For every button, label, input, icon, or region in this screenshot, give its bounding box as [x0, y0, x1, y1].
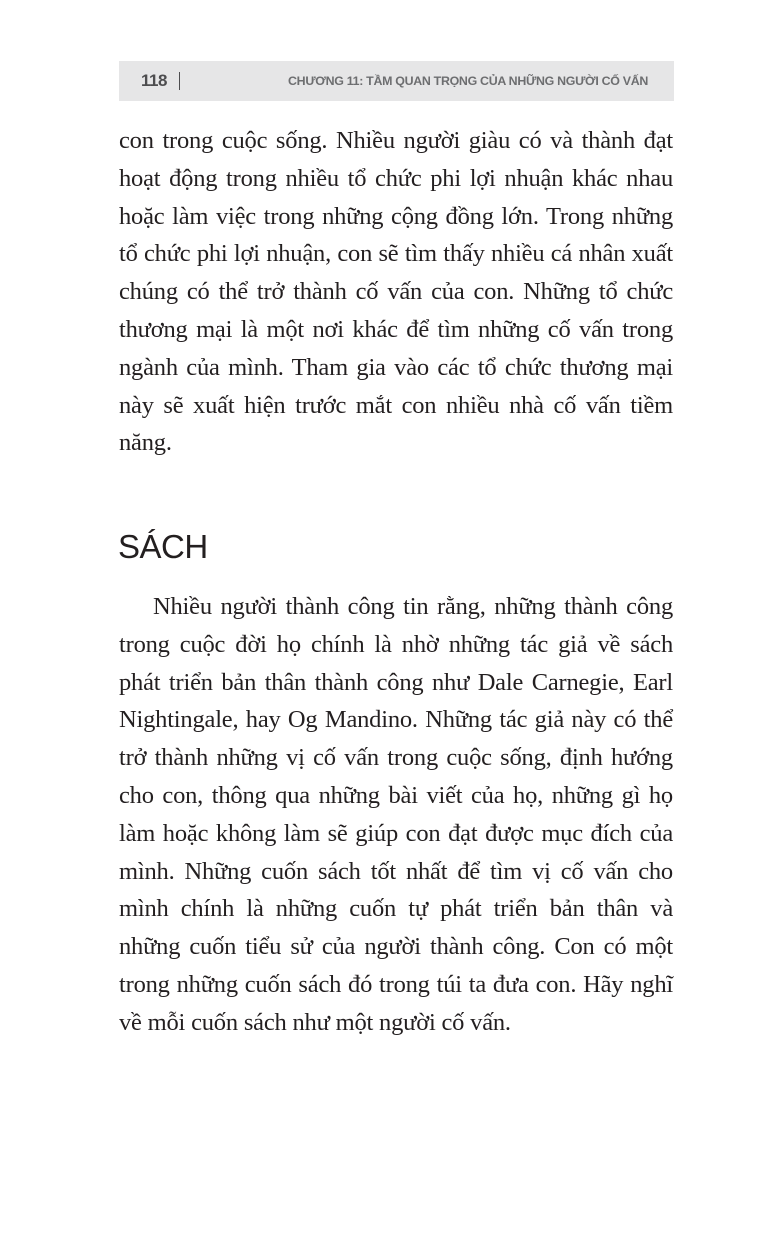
- running-header: [119, 61, 674, 101]
- page-number: 118: [141, 71, 167, 90]
- body-paragraph-books: Nhiều người thành công tin rằng, những thành công trong cuộc đời họ chính là nhờ những tác giả về sách phát triển bản thân thành công như Dale Carnegie, Earl Nightingale, hay Og Mandino. Những tác giả này có thể trở thành những vị cố vấn trong cuộc sống, định hướng cho con, thông qua những bài viết của họ, những gì họ làm hoặc không làm sẽ giúp con đạt được mục đích của mình. Những cuốn sách tốt nhất để tìm vị cố vấn cho mình chính là những cuốn tự phát triển bản thân và những cuốn tiểu sử của người thành công. Con có một trong những cuốn sách đó trong túi ta đưa con. Hãy nghĩ về mỗi cuốn sách như một người cố vấn.: [119, 593, 673, 1036]
- header-divider: [179, 72, 181, 90]
- section-heading-books: SÁCH: [118, 528, 208, 565]
- chapter-running-title: CHƯƠNG 11: TẦM QUAN TRỌNG CỦA NHỮNG NGƯỜI CỐ VẤN: [288, 74, 648, 88]
- body-paragraph-continued: con trong cuộc sống. Nhiều người giàu có và thành đạt hoạt động trong nhiều tổ chức phi lợi nhuận khác nhau hoặc làm việc trong những cộng đồng lớn. Trong những tổ chức phi lợi nhuận, con sẽ tìm thấy nhiều cá nhân xuất chúng có thể trở thành cố vấn của con. Những tổ chức thương mại là một nơi khác để tìm những cố vấn trong ngành của mình. Tham gia vào các tổ chức thương mại này sẽ xuất hiện trước mắt con nhiều nhà cố vấn tiềm năng.: [119, 127, 673, 457]
